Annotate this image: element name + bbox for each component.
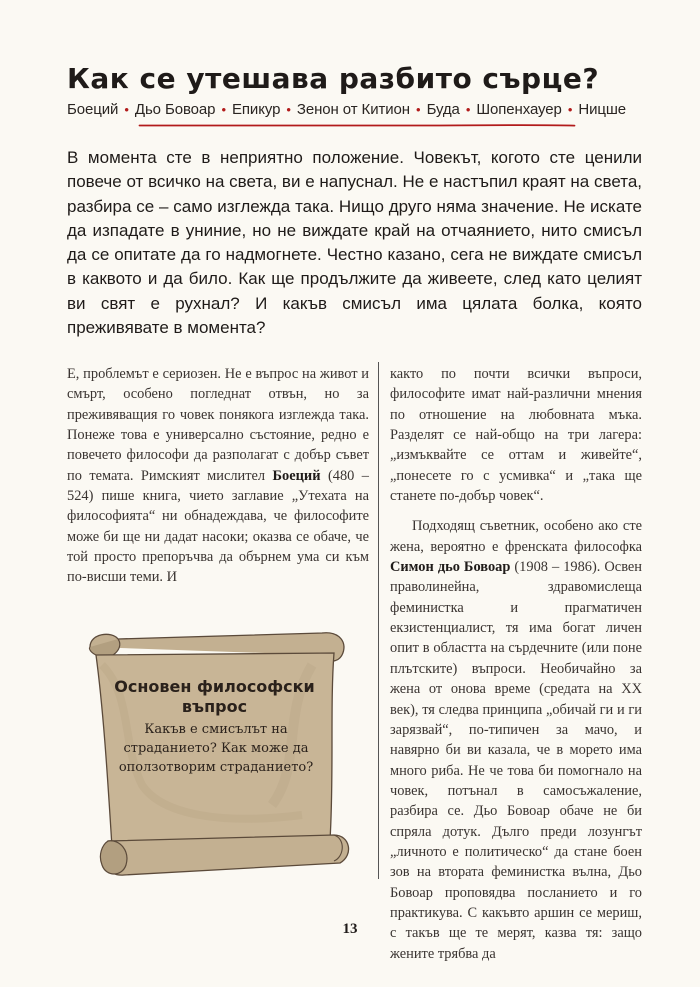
body-column-right	[390, 364, 642, 964]
body-column-left	[67, 364, 369, 588]
page-number: 13	[342, 921, 358, 937]
philosopher-name: Шопенхауер	[476, 101, 562, 118]
key-question-scroll	[72, 625, 357, 890]
philosopher-name: Зенон от Китион	[296, 101, 410, 118]
bullet-separator: •	[416, 102, 421, 117]
red-rule	[67, 124, 647, 127]
philosopher-name-bold: Симон дьо Бовоар	[390, 559, 511, 576]
sidebar-question: Какъв е смисълът на страданието? Как може да оползотворим страданието?	[118, 722, 314, 775]
body-paragraph: както по почти всички въпроси, философите имат най-различни мнения по отношение на любовната мъка. Разделят се най-общо на три лагера: „измъквайте се оттам и живейте“, „понесете го с усмивка“ и „така ще станете по-добър човек“.	[390, 366, 642, 505]
intro-paragraph: В момента сте в неприятно положение. Човекът, когото сте ценили повече от всичко на света, ви е напуснал. Не е настъпил краят на света, разбира се – само изглежда така. Нищо друго няма значение. Не искате да изпадате в униние, но не виждате край на отчаянието, нито смисъл да се опитате да го надмогнете. Честно казано, сега не виждате смисъл в каквото и да било. Как ще продължите да живеете, след като целият ви свят е рухнал? И какъв смисъл има цялата болка, която преживявате в момента?	[67, 148, 642, 338]
page-title: Как се утешава разбито сърце?	[67, 62, 600, 95]
philosopher-list	[67, 101, 647, 118]
body-paragraph: Подходящ съветник, особено ако сте жена, вероятно е френската философка Симон дьо Бовоар (1908 – 1986). Освен праволинейна, здравомислеща феминистка и прагматичен екзистенциалист, тя има богат личен опит в областта на сърдечните (или поне плътските) въпроси. Необичайно за жена от онова време (средата на XX век), тя следва принципа „обичай ги и ги зарязвай“, по-типичен за мачо, и навярно би ви казала, че в морето има много риба. Не че това би помогнало на човек, потънал в самосъжаление, разбира се. Дьо Бовоар обаче не би спряла дотук. Дълго преди лозунгът „личното е политическо“ да стане боен зов на втората феминистка вълна, Дьо Бовоар проповядва посланието и го практикува. С какъвто аршин се мериш, с такъв ще те мерят, казва тя: защо жените трябва да	[390, 518, 642, 962]
bullet-separator: •	[567, 102, 573, 117]
sidebar-title: Основен философски въпрос	[114, 677, 315, 716]
bullet-separator: •	[221, 102, 226, 117]
bullet-separator: •	[465, 102, 471, 117]
philosopher-name: Епикур	[232, 101, 281, 118]
bullet-separator: •	[286, 102, 291, 117]
bullet-separator: •	[124, 102, 129, 117]
body-paragraph: Е, проблемът е сериозен. Не е въпрос на живот и смърт, особено погледнат отвън, но за преживяващия го човек понякога изглежда така. Понеже това е универсално състояние, редно е повечето философи да разполагат с добър съвет по темата. Римският мислител Боеций (480 – 524) пише книга, чието заглавие „Утехата на философията“ ни обнадеждава, че философите може би ще ни дадат насоки; оказва се обаче, че той просто препоръчва да обърнем ума си към по-висши теми. И	[67, 366, 369, 586]
column-divider	[378, 362, 379, 879]
philosopher-name: Ницше	[578, 101, 627, 118]
philosopher-name: Боеций	[67, 101, 119, 118]
philosopher-name: Буда	[426, 101, 460, 118]
philosopher-name-bold: Боеций	[272, 467, 321, 484]
philosopher-name: Дьо Бовоар	[134, 101, 216, 118]
